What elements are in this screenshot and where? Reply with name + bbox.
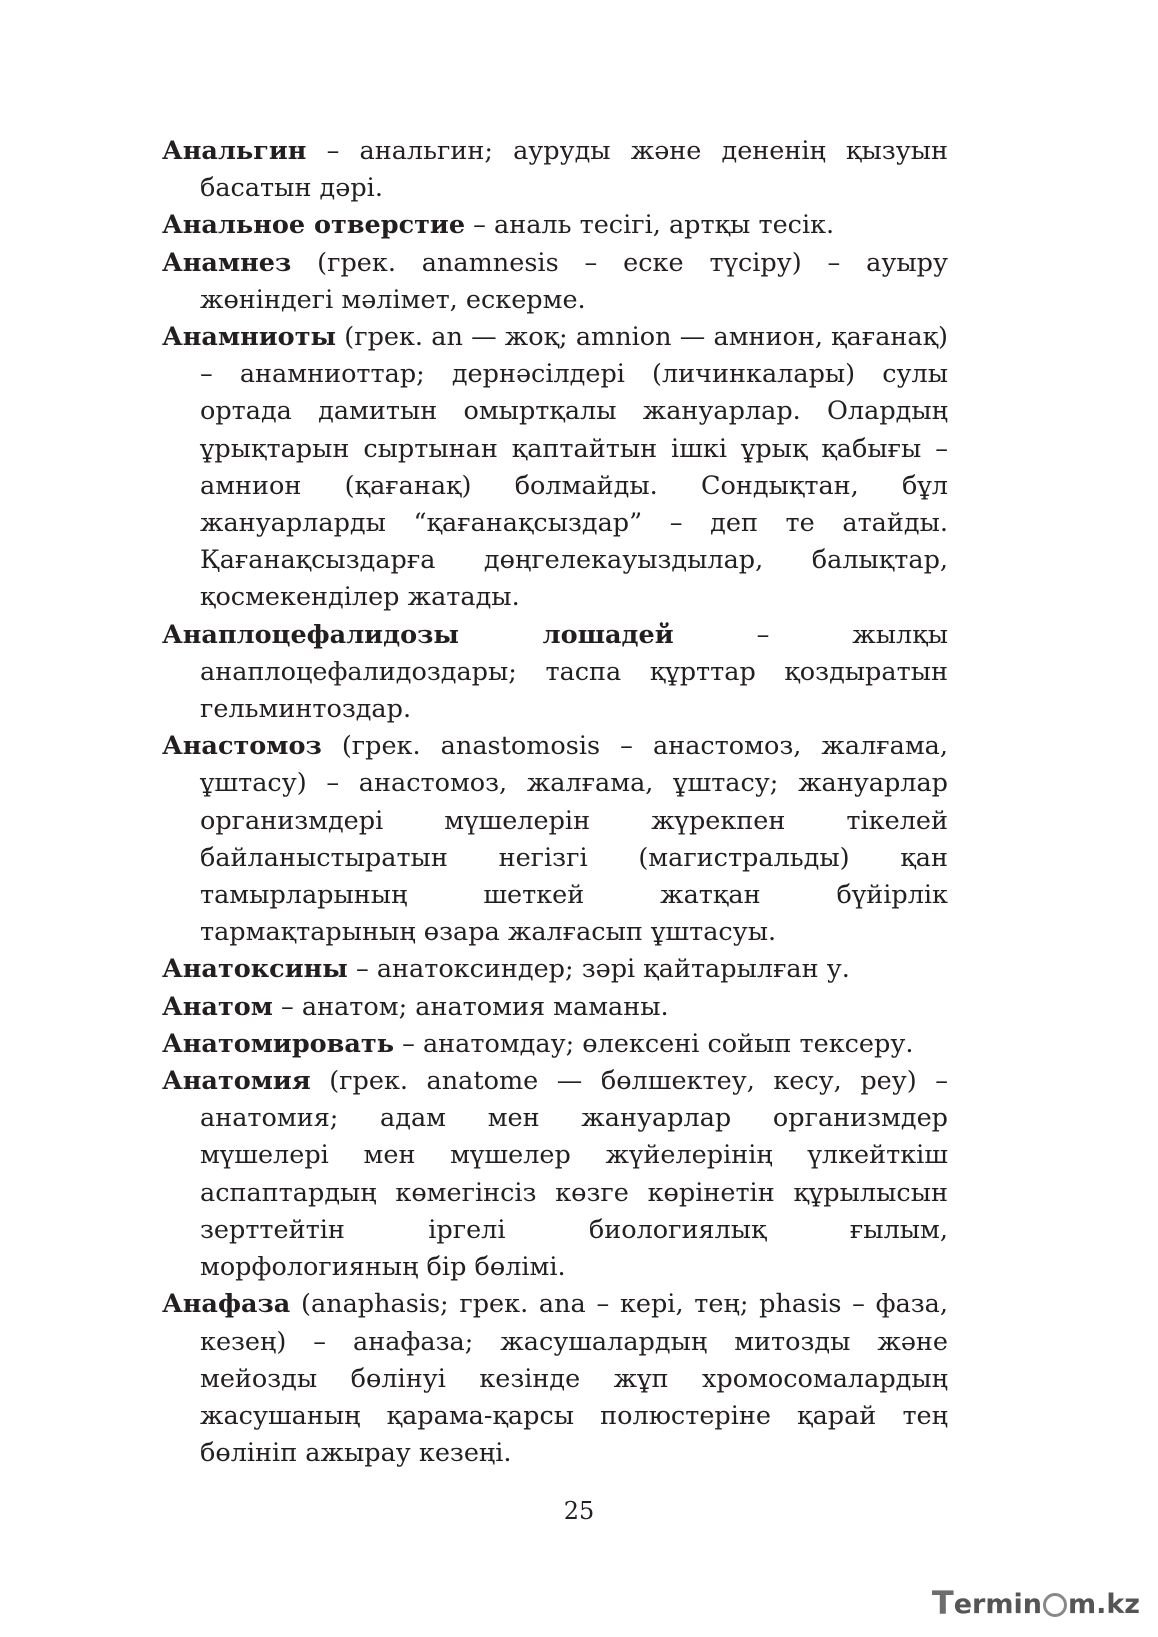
entry-term: Анафаза [162, 1289, 291, 1320]
dictionary-entry [162, 245, 948, 319]
entry-definition: (грек. anamnesis – еске түсіру) – ауыру жөніндегі мәлімет, ескерме. [200, 247, 948, 315]
entry-term: Анатомия [162, 1066, 311, 1097]
watermark-text-end: m.kz [1067, 1588, 1140, 1620]
entry-term: Анальное отверстие [162, 210, 466, 241]
entry-definition: – жылқы анаплоцефалидоздары; таспа құрттар қоздыратын гельминтоздар. [200, 619, 948, 725]
entry-term: Анамнез [162, 247, 292, 278]
entry-definition: (грек. an — жоқ; amnion — амнион, қағанақ) – анамниоттар; дернәсілдері (личинкалары) сулы ортада дамитын омыртқалы жануарлар. Олардың ұрықтарын сыртынан қаптайтын ішкі ұрық қабығы – амнион (қағанақ) болмайды. Сондықтан, бұл жануарларды “қағанақсыздар” – деп те атайды. Қағанақсыздарға дөңгелекауыздылар, балықтар, қосмекенділер жатады. [200, 322, 948, 613]
dictionary-entry [162, 133, 948, 207]
entry-definition: – анатомдау; өлексені сойып тексеру. [394, 1028, 914, 1059]
dictionary-entry [162, 1063, 948, 1286]
watermark-text-start: ermin [953, 1588, 1042, 1620]
dictionary-entry [162, 1286, 948, 1472]
page-number: 25 [563, 1497, 595, 1525]
dictionary-entry [162, 1026, 948, 1063]
dictionary-entry [162, 989, 948, 1026]
entry-definition: – анальгин; ауруды және дененің қызуын басатын дәрі. [200, 136, 948, 204]
dictionary-page-body [162, 133, 948, 1472]
entry-term: Анаплоцефалидозы лошадей [162, 619, 674, 650]
entry-term: Анамниоты [162, 322, 337, 353]
dictionary-entry [162, 319, 948, 617]
dictionary-entry [162, 951, 948, 988]
entry-term: Анатом [162, 991, 273, 1022]
entry-term: Анатомировать [162, 1028, 395, 1059]
entry-term: Анатоксины [162, 954, 348, 985]
entry-definition: (грек. anastomosis – анастомоз, жалғама, ұштасу) – анастомоз, жалғама, ұштасу; жануарлар организмдері мүшелерін жүрекпен тікелей байланыстыратын негізгі (магистральды) қан тамырларының шеткей жатқан бүйірлік тармақтарының өзара жалғасып ұштасуы. [200, 731, 948, 948]
dictionary-entry [162, 728, 948, 951]
dictionary-entry [162, 617, 948, 729]
entry-definition: – анатоксиндер; зәрі қайтарылған у. [347, 954, 850, 985]
entry-definition: (грек. anatome — бөлшектеу, кесу, реу) – анатомия; адам мен жануарлар организмдер мүшелері мен мүшелер жүйелерінің үлкейткіш аспаптардың көмегінсіз көзге көрінетін құрылысын зерттейтін іргелі биологиялық ғылым, морфологияның бір бөлімі. [200, 1066, 948, 1283]
entry-definition: – аналь тесігі, артқы тесік. [465, 210, 835, 241]
entry-term: Анальгин [162, 136, 307, 166]
magnifier-icon [1043, 1593, 1067, 1617]
entry-term: Анастомоз [162, 731, 322, 762]
watermark-initial: T [931, 1584, 954, 1622]
site-watermark[interactable] [932, 1585, 1140, 1623]
entry-definition: (anaphasis; грек. ana – кері, тең; phasis – фаза, кезең) – анафаза; жасушалардың митозды және мейозды бөлінуі кезінде жұп хромосомалардың жасушаның қарама-қарсы полюстеріне қарай тең бөлініп ажырау кезеңі. [200, 1289, 948, 1469]
entry-definition: – анатом; анатомия маманы. [272, 991, 669, 1022]
dictionary-entry [162, 207, 948, 244]
